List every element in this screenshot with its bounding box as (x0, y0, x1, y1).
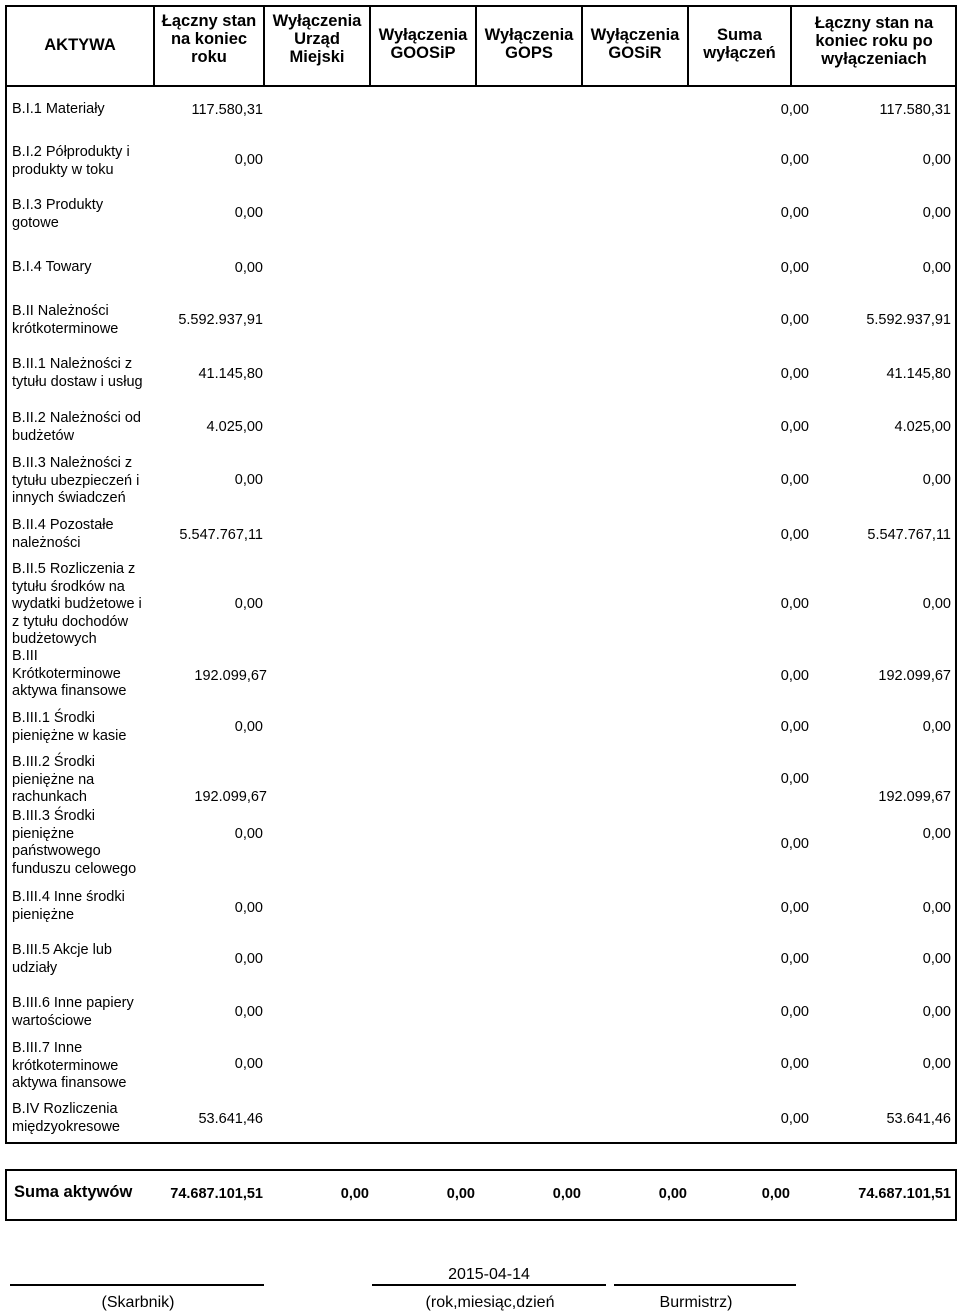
value-po: 0,00 (922, 472, 951, 488)
value-po: 0,00 (922, 260, 951, 276)
value-stan: 0,00 (234, 1056, 263, 1072)
value-po: 0,00 (922, 152, 951, 168)
value-suma: 0,00 (780, 1056, 809, 1072)
total-um: 0,00 (340, 1186, 369, 1202)
value-stan: 53.641,46 (198, 1111, 263, 1127)
value-suma: 0,00 (780, 900, 809, 916)
value-suma: 0,00 (780, 312, 809, 328)
value-po: 0,00 (922, 1004, 951, 1020)
value-po: 192.099,67 (878, 789, 951, 805)
value-suma: 0,00 (780, 102, 809, 118)
value-stan: 4.025,00 (206, 419, 263, 435)
value-suma: 0,00 (780, 366, 809, 382)
header-suma-wylaczen: Suma wyłączeń (703, 26, 776, 62)
value-po: 5.547.767,11 (867, 527, 951, 543)
row-label: B.III Krótkoterminowe aktywa finansowe (12, 648, 127, 699)
total-left-border (5, 1169, 7, 1221)
value-stan: 0,00 (234, 152, 263, 168)
header-wyl-gops: Wyłączenia GOPS (484, 26, 574, 62)
value-suma: 0,00 (780, 472, 809, 488)
value-po: 0,00 (922, 205, 951, 221)
right-border (955, 87, 957, 1144)
value-po: 0,00 (922, 596, 951, 612)
value-po: 0,00 (922, 826, 951, 842)
total-top-rule-2 (5, 1169, 957, 1171)
header-stan-po: Łączny stan na koniec roku po wyłączeniach (814, 14, 934, 68)
signature-line-date (372, 1284, 606, 1286)
value-stan: 0,00 (234, 900, 263, 916)
value-stan: 192.099,67 (194, 789, 267, 805)
total-bottom-rule (5, 1219, 957, 1221)
value-po: 0,00 (922, 900, 951, 916)
value-stan: 0,00 (234, 596, 263, 612)
value-stan: 0,00 (234, 1004, 263, 1020)
signature-skarbnik: (Skarbnik) (101, 1294, 175, 1311)
signature-date-caption: (rok,miesiąc,dzień (425, 1294, 555, 1311)
row-label: B.III.6 Inne papiery wartościowe (12, 995, 134, 1029)
total-right-border (955, 1169, 957, 1221)
header-wyl-urzad: Wyłączenia Urząd Miejski (272, 12, 362, 66)
row-label: B.I.1 Materiały (12, 101, 105, 117)
header-aktywa: AKTYWA (44, 36, 116, 54)
value-suma: 0,00 (780, 205, 809, 221)
value-po: 117.580,31 (879, 102, 951, 118)
value-suma: 0,00 (780, 260, 809, 276)
value-stan: 41.145,80 (198, 366, 263, 382)
row-label: B.III.1 Środki pieniężne w kasie (12, 710, 127, 744)
value-stan: 5.592.937,91 (178, 312, 263, 328)
value-suma: 0,00 (780, 668, 809, 684)
value-suma: 0,00 (780, 596, 809, 612)
value-suma: 0,00 (780, 771, 809, 787)
row-label: B.III.7 Inne krótkoterminowe aktywa finansowe (12, 1040, 127, 1091)
value-stan: 0,00 (234, 719, 263, 735)
row-label: B.III.4 Inne środki pieniężne (12, 889, 125, 923)
total-label: Suma aktywów (14, 1183, 133, 1201)
value-suma: 0,00 (780, 1111, 809, 1127)
total-po: 74.687.101,51 (858, 1186, 951, 1202)
row-label: B.II.3 Należności z tytułu ubezpieczeń i innych świadczeń (12, 455, 140, 506)
signature-line-skarbnik (10, 1284, 264, 1286)
row-label: B.I.2 Półprodukty i produkty w toku (12, 144, 130, 178)
row-label: B.IV Rozliczenia międzyokresowe (12, 1101, 120, 1135)
value-stan: 0,00 (234, 472, 263, 488)
row-label: B.III.3 Środki pieniężne państwowego funduszu celowego (12, 808, 137, 877)
header-wyl-gosir: Wyłączenia GOSiR (590, 26, 680, 62)
value-suma: 0,00 (780, 951, 809, 967)
value-po: 0,00 (922, 719, 951, 735)
value-suma: 0,00 (780, 419, 809, 435)
value-po: 53.641,46 (886, 1111, 951, 1127)
signature-burmistrz: Burmistrz) (659, 1294, 733, 1311)
value-stan: 0,00 (234, 260, 263, 276)
value-stan: 0,00 (234, 826, 263, 842)
row-label: B.II.4 Pozostałe należności (12, 517, 114, 551)
value-suma: 0,00 (780, 719, 809, 735)
row-label: B.III.2 Środki pieniężne na rachunkach (12, 754, 96, 805)
value-stan: 0,00 (234, 205, 263, 221)
value-po: 41.145,80 (886, 366, 951, 382)
value-stan: 5.547.767,11 (179, 527, 263, 543)
value-po: 192.099,67 (878, 668, 951, 684)
total-gops: 0,00 (552, 1186, 581, 1202)
value-suma: 0,00 (780, 1004, 809, 1020)
value-suma: 0,00 (780, 836, 809, 852)
value-po: 0,00 (922, 951, 951, 967)
value-po: 5.592.937,91 (866, 312, 951, 328)
signature-date: 2015-04-14 (448, 1266, 530, 1283)
signature-line-burmistrz (614, 1284, 796, 1286)
row-label: B.II Należności krótkoterminowe (12, 303, 119, 337)
value-stan: 0,00 (234, 951, 263, 967)
total-goosip: 0,00 (446, 1186, 475, 1202)
total-stan: 74.687.101,51 (170, 1186, 263, 1202)
value-po: 0,00 (922, 1056, 951, 1072)
row-label: B.II.5 Rozliczenia z tytułu środków na wydatki budżetowe i z tytułu dochodów budżetowych (12, 561, 142, 647)
total-gosir: 0,00 (658, 1186, 687, 1202)
value-suma: 0,00 (780, 527, 809, 543)
row-label: B.I.3 Produkty gotowe (12, 197, 104, 231)
value-suma: 0,00 (780, 152, 809, 168)
value-stan: 117.580,31 (191, 102, 263, 118)
value-stan: 192.099,67 (194, 668, 267, 684)
row-label: B.II.2 Należności od budżetów (12, 410, 141, 444)
row-label: B.II.1 Należności z tytułu dostaw i usług (12, 356, 143, 390)
value-po: 4.025,00 (894, 419, 951, 435)
total-top-rule (5, 1142, 957, 1144)
header-wyl-goosip: Wyłączenia GOOSiP (378, 26, 468, 62)
left-border (5, 87, 7, 1144)
total-suma: 0,00 (761, 1186, 790, 1202)
row-label: B.III.5 Akcje lub udziały (12, 942, 112, 976)
header-laczny-stan: Łączny stan na koniec roku (161, 12, 257, 66)
row-label: B.I.4 Towary (12, 259, 92, 275)
